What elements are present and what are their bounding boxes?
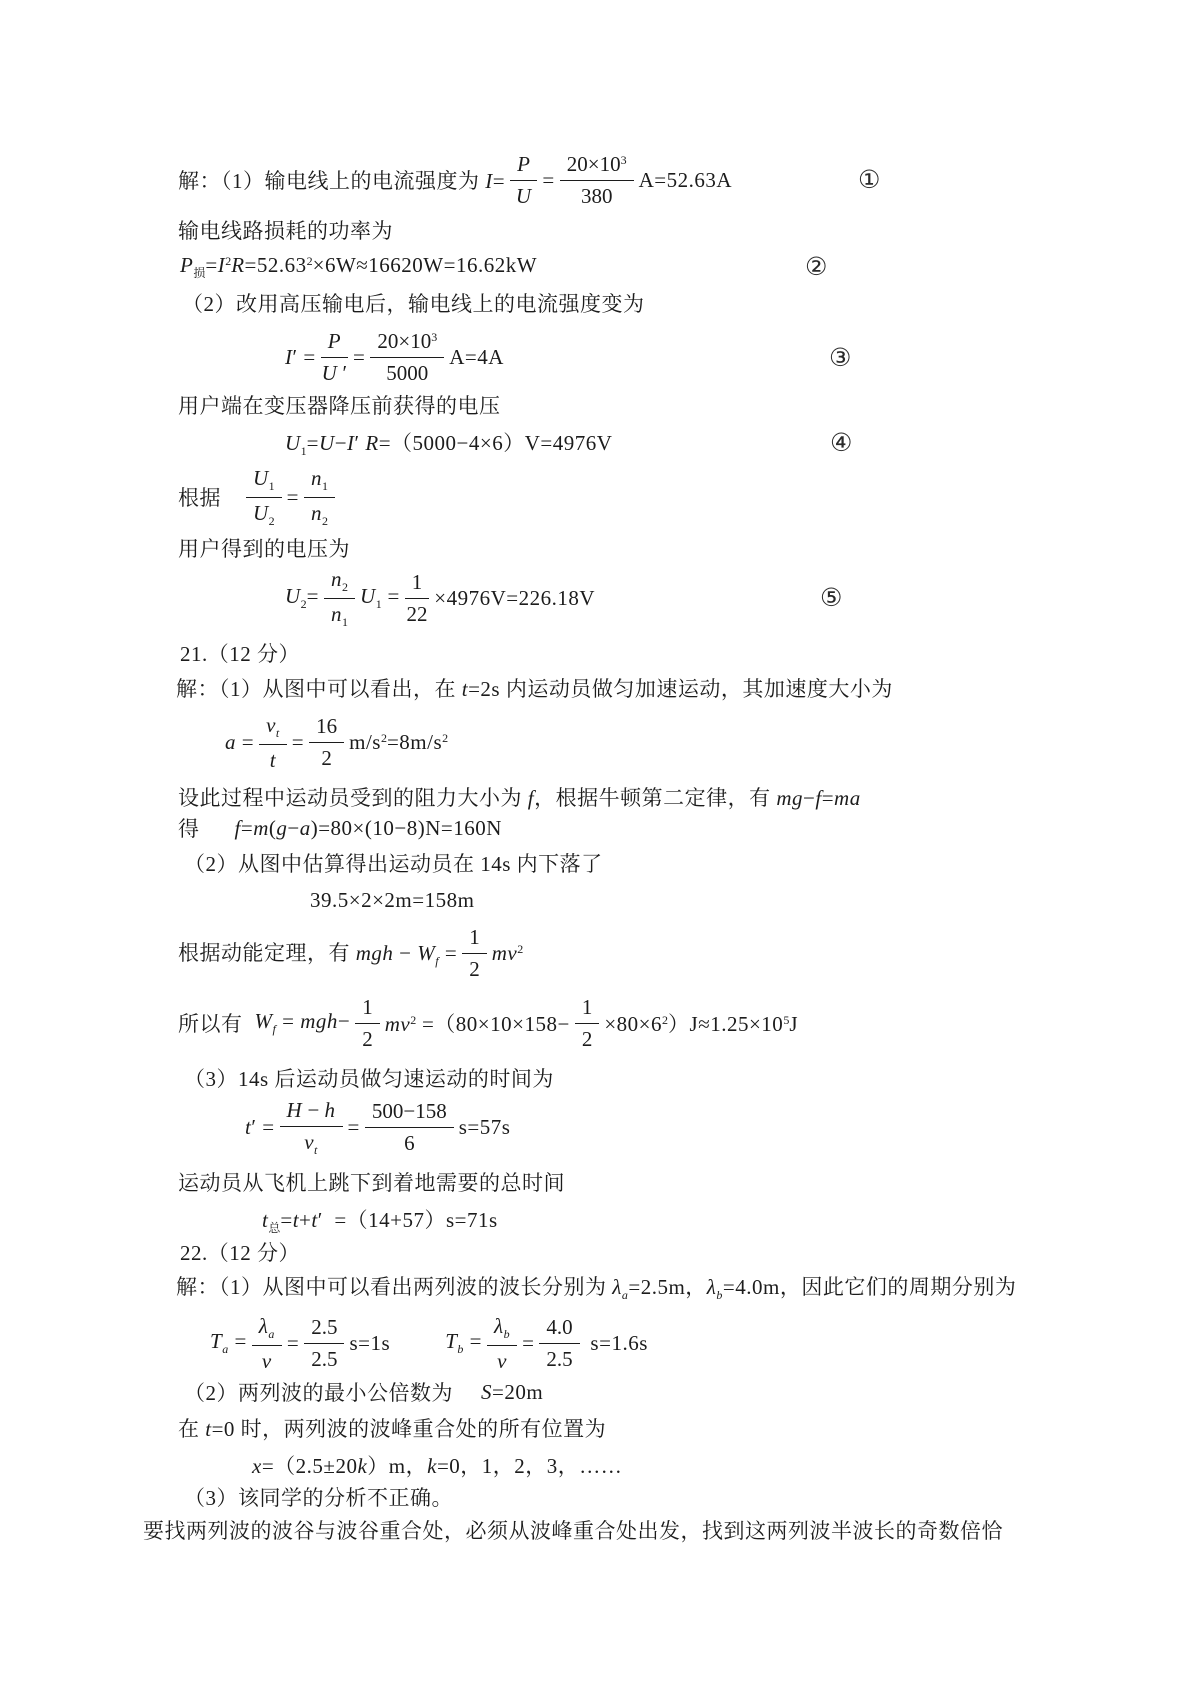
numerator	[370, 328, 444, 358]
q20-u1-formula	[285, 428, 612, 458]
q20-part1-current-formula	[178, 138, 732, 222]
fraction	[324, 566, 355, 630]
q21-total-time-label	[178, 1167, 565, 1197]
text-run: U ′	[321, 361, 348, 385]
fraction	[252, 1313, 282, 1374]
denominator	[321, 743, 332, 771]
superscript: 2	[225, 254, 232, 268]
math-variable: P	[180, 253, 194, 277]
text-run	[331, 567, 349, 594]
superscript: 2	[410, 1013, 417, 1027]
q20-user-voltage-label	[178, 390, 501, 420]
numerator	[462, 924, 487, 954]
math-variable: I	[485, 169, 493, 193]
text-run: ×4976V=226.18V	[434, 585, 596, 610]
text-run: $T_b$ =	[445, 1329, 482, 1356]
text-run: $W_f = mgh-$	[254, 1009, 351, 1036]
numerator	[309, 713, 344, 743]
math-variable: f	[527, 786, 535, 810]
math-variable: U	[253, 466, 269, 490]
text-run	[492, 941, 524, 966]
text-run: 2.5	[546, 1347, 573, 1371]
subscript: 1	[268, 479, 275, 493]
q22-heading	[180, 1237, 300, 1267]
text-run: $m/s^2=8m/s^2$	[349, 729, 449, 754]
fraction	[560, 151, 634, 209]
q22-part3-conclusion	[184, 1482, 453, 1512]
text-run: =	[286, 484, 300, 509]
math-variable: a	[225, 729, 236, 754]
subscript: a	[268, 1326, 275, 1341]
numerator	[405, 569, 430, 599]
math-variable: U	[253, 501, 269, 525]
text-run: $mv^2 =(80\times 10\times 158-$	[384, 1012, 570, 1036]
math-variable: v	[304, 1129, 315, 1154]
denominator	[270, 745, 276, 773]
fraction	[539, 1314, 579, 1372]
fraction	[309, 713, 344, 771]
numerator	[304, 465, 335, 498]
text-run: 2	[321, 746, 332, 770]
text-run: H − h	[286, 1097, 336, 1122]
text-run	[253, 466, 275, 493]
math-variable: f	[234, 815, 241, 840]
subscript: t	[314, 1142, 318, 1157]
denominator	[546, 1344, 572, 1372]
numerator	[539, 1314, 579, 1344]
denominator	[362, 1024, 373, 1052]
text-run: 2	[581, 1027, 593, 1051]
text-run: =	[542, 167, 555, 192]
spacer	[200, 828, 235, 829]
text-run: 2.5	[311, 1315, 338, 1339]
q21-total-time-result	[262, 1205, 498, 1235]
math-variable: ma	[834, 786, 861, 810]
text-run: （3）14s 后运动员做匀速运动的时间为	[184, 1067, 554, 1091]
subscript: 1	[342, 615, 349, 629]
numerator	[575, 994, 600, 1024]
math-variable: f	[815, 786, 822, 810]
text-run: s=1.6s	[584, 1330, 648, 1355]
math-variable: g	[276, 815, 288, 840]
numerator	[355, 994, 380, 1024]
text-run: 解：（1）从图中可以看出，在 t=2s 内运动员做匀加速运动，其加速度大小为	[176, 677, 893, 701]
q20-new-current-formula	[285, 315, 504, 399]
denominator	[497, 1346, 507, 1374]
superscript: 2	[442, 730, 449, 745]
spacer	[390, 1343, 445, 1344]
text-run	[331, 602, 349, 629]
superscript: 2	[306, 254, 313, 268]
text-run: 用户端在变压器降压前获得的电压	[178, 394, 501, 418]
text-run: 16	[316, 714, 338, 738]
fraction	[510, 151, 537, 209]
fraction	[405, 569, 430, 627]
q21-resistance-setup	[178, 782, 861, 812]
math-variable: P	[327, 329, 342, 353]
text-run	[311, 466, 329, 493]
subscript: 2	[300, 597, 307, 611]
math-variable: U	[360, 584, 376, 608]
math-variable: a	[299, 815, 311, 840]
subscript: 1	[300, 444, 307, 458]
math-variable: n	[331, 567, 343, 591]
q22-explanation	[143, 1515, 1003, 1545]
text-run: 1	[469, 925, 480, 949]
text-run: （2）从图中估算得出运动员在 14s 内下落了	[184, 852, 603, 876]
equation-tag-3: ③	[829, 343, 852, 372]
text-run: $20\times 10^3$	[566, 152, 627, 176]
math-variable: mg	[776, 786, 804, 810]
superscript: 2	[517, 941, 524, 956]
math-variable: mgh	[300, 1009, 338, 1033]
math-variable: U	[319, 431, 335, 455]
denominator	[581, 181, 613, 209]
math-variable: mv	[384, 1012, 411, 1036]
numerator	[365, 1098, 454, 1128]
text-run: 1	[362, 995, 373, 1019]
fraction	[575, 994, 600, 1052]
numerator	[304, 1314, 344, 1344]
subscript: f	[272, 1022, 277, 1036]
math-variable: n	[311, 466, 323, 490]
text-run: 380	[580, 184, 613, 208]
text-run: $20\times 10^3$	[377, 329, 438, 353]
math-variable: W	[417, 941, 436, 965]
math-variable: H	[286, 1097, 303, 1122]
text-run: 22.（12 分）	[180, 1241, 300, 1265]
text-run: 2	[469, 957, 480, 981]
subscript: 1	[375, 597, 382, 611]
q20-u2-formula	[285, 556, 595, 640]
subscript: a	[621, 1288, 629, 1302]
math-variable: R	[231, 253, 245, 277]
math-variable: k	[427, 1454, 437, 1478]
denominator	[407, 599, 428, 627]
fraction	[365, 1098, 454, 1156]
numerator	[280, 1097, 343, 1127]
text-run	[311, 501, 329, 528]
text-run	[258, 1313, 275, 1341]
numerator	[252, 1313, 282, 1346]
q21-uniform-time-formula	[245, 1085, 510, 1169]
q22-period-formulas	[210, 1301, 648, 1385]
text-run: 要找两列波的波谷与波谷重合处，必须从波峰重合处出发，找到这两列波半波长的奇数倍恰	[143, 1519, 1003, 1543]
text-run: 6	[404, 1131, 415, 1155]
superscript: 3	[620, 153, 627, 167]
denominator	[322, 358, 348, 386]
text-run: 解：（1）输电线上的电流强度为 I=	[178, 169, 506, 193]
text-run: $t_总=t+t' =(14+57)s=71s$	[262, 1208, 498, 1235]
text-run: $T_a$ =	[210, 1329, 247, 1356]
q21-wf-result	[178, 981, 798, 1065]
text-run: 39.5×2×2m=158m	[310, 887, 475, 912]
text-run	[493, 1313, 511, 1341]
text-run: 所以有	[178, 1012, 243, 1036]
text-run	[328, 329, 341, 353]
text-run	[497, 1349, 507, 1373]
text-run: 根据动能定理，有 mgh − $W_f$ =	[178, 941, 458, 968]
math-variable: λ	[258, 1313, 269, 1338]
subscript: 损	[193, 266, 206, 280]
math-variable: U	[285, 431, 301, 455]
numerator	[560, 151, 634, 181]
text-run	[304, 1129, 318, 1157]
q21-part1-intro	[176, 673, 893, 703]
denominator	[253, 498, 275, 529]
text-run: 得	[178, 817, 200, 841]
numerator	[259, 712, 287, 745]
math-variable: t	[262, 1208, 269, 1232]
math-variable: n	[331, 602, 343, 626]
math-variable: v	[497, 1348, 507, 1373]
math-variable: I	[285, 344, 293, 369]
math-variable: I	[347, 431, 355, 455]
q21-resistance-result	[178, 813, 502, 843]
equation-tag-2: ②	[805, 252, 828, 281]
math-variable: U	[515, 184, 532, 208]
denominator	[331, 599, 348, 630]
math-variable: U	[285, 584, 301, 608]
denominator	[304, 1127, 318, 1158]
superscript: 5	[783, 1013, 790, 1027]
denominator	[386, 358, 428, 386]
math-variable: t	[269, 747, 277, 772]
text-run: 1	[411, 570, 423, 594]
q20-part2-intro	[182, 288, 645, 318]
text-run: x=（2.5±20k）m，k=0，1，2，3，……	[252, 1454, 623, 1478]
text-run: =	[291, 729, 305, 754]
subscript: b	[503, 1326, 511, 1341]
superscript: 2	[380, 730, 387, 745]
numerator	[510, 151, 537, 181]
math-variable: h	[324, 1097, 336, 1122]
numerator	[246, 465, 282, 498]
fraction	[246, 465, 282, 529]
text-run: f=m(g−a)=80×(10−8)N=160N	[234, 815, 502, 840]
spacer	[221, 497, 241, 498]
math-variable: I	[217, 253, 226, 277]
fraction	[304, 465, 335, 529]
text-run: 500−158	[371, 1099, 447, 1123]
math-variable: t	[245, 1114, 252, 1139]
fraction	[487, 1313, 517, 1374]
numerator	[487, 1313, 517, 1346]
q21-part2-intro	[184, 848, 603, 878]
q22-crest-positions-label	[178, 1413, 606, 1443]
math-variable: v	[261, 1348, 272, 1373]
denominator	[516, 181, 532, 209]
math-variable: W	[254, 1009, 273, 1033]
equation-tag-4: ④	[830, 428, 853, 457]
q20-transformer-ratio	[178, 455, 340, 539]
math-variable: n	[311, 501, 323, 525]
math-variable: t	[205, 1417, 212, 1441]
text-run: =	[353, 344, 366, 369]
text-run	[517, 152, 530, 176]
math-variable: t	[292, 1208, 300, 1232]
superscript: 3	[431, 330, 438, 344]
denominator	[311, 1344, 337, 1372]
text-run: s=1s	[349, 1330, 391, 1355]
text-run: S=20m	[481, 1379, 544, 1404]
text-run: （2）两列波的最小公倍数为	[184, 1381, 453, 1405]
text-run: s=57s	[458, 1114, 511, 1139]
text-run: $P_损=I^2R=52.63^2\times 6W\approx 16620W=16.62kW$	[180, 253, 538, 280]
subscript: 2	[342, 580, 349, 594]
denominator	[311, 498, 328, 529]
text-run: =	[347, 1114, 360, 1139]
text-run: 2	[362, 1027, 373, 1051]
text-run	[516, 184, 532, 208]
text-run: 22	[406, 602, 428, 626]
math-variable: T	[445, 1329, 458, 1353]
subscript: 2	[268, 514, 275, 528]
q22-part1-intro	[176, 1272, 1016, 1302]
text-run: $U_1$ =	[360, 584, 400, 611]
numerator	[321, 328, 348, 358]
q21-acceleration-formula	[225, 700, 448, 784]
math-variable: m	[253, 815, 269, 840]
math-variable: λ	[706, 1275, 717, 1299]
text-run: 用户得到的电压为	[178, 537, 350, 561]
text-run: 21.（12 分）	[180, 642, 300, 666]
text-run: $\times 80\times 6^2)J\approx 1.25\times 10^5J$	[604, 1012, 798, 1036]
text-run: =	[286, 1330, 300, 1355]
text-run: （2）改用高压输电后，输电线上的电流强度变为	[182, 292, 645, 316]
fraction	[355, 994, 380, 1052]
subscript: b	[457, 1342, 464, 1356]
subscript: b	[716, 1288, 723, 1302]
text-run: 根据	[178, 486, 221, 510]
spacer	[243, 1023, 255, 1024]
denominator	[469, 954, 480, 982]
text-run: 解：（1）从图中可以看出两列波的波长分别为 $\lambda_a=2.5m$，$\lambda_b=4.0m$，因此它们的周期分别为	[176, 1275, 1017, 1302]
subscript: 1	[322, 479, 329, 493]
text-run: $U_2=$	[285, 584, 320, 611]
fraction	[259, 712, 287, 773]
text-run: 1	[581, 995, 593, 1019]
math-variable: λ	[612, 1275, 622, 1299]
q21-heading	[180, 638, 300, 668]
math-variable: P	[517, 152, 531, 176]
fraction	[370, 328, 444, 386]
denominator	[404, 1128, 415, 1156]
subscript: t	[275, 725, 280, 740]
denominator	[582, 1024, 593, 1052]
text-run: 运动员从飞机上跳下到着地需要的总时间	[178, 1171, 565, 1195]
text-run: A=52.63A	[638, 167, 733, 192]
subscript: f	[435, 954, 440, 968]
math-variable: S	[481, 1379, 492, 1404]
math-variable: t	[311, 1208, 318, 1232]
math-variable: λ	[493, 1313, 504, 1338]
equation-tag-5: ⑤	[820, 583, 843, 612]
fraction	[280, 1097, 343, 1158]
fraction	[462, 924, 487, 982]
text-run: 输电线路损耗的功率为	[178, 219, 393, 243]
text-run: =	[522, 1330, 535, 1355]
math-variable: R	[365, 431, 379, 455]
text-run: a =	[225, 729, 255, 754]
text-run	[253, 501, 275, 528]
math-variable: mv	[491, 940, 518, 965]
text-run: （3）该同学的分析不正确。	[184, 1486, 453, 1510]
text-run: 4.0	[546, 1315, 573, 1339]
text-run	[270, 748, 276, 772]
text-run	[266, 712, 280, 740]
denominator	[262, 1346, 272, 1374]
math-variable: t	[461, 677, 469, 701]
math-variable: U	[321, 361, 338, 385]
fraction	[304, 1314, 344, 1372]
math-variable: mgh	[355, 941, 394, 965]
text-run: 在 t=0 时，两列波的波峰重合处的所有位置为	[178, 1417, 607, 1441]
fraction	[321, 328, 348, 386]
text-run: t′ =	[245, 1114, 275, 1139]
equation-tag-1: ①	[858, 165, 881, 194]
math-variable: T	[210, 1329, 223, 1353]
spacer	[453, 1392, 481, 1393]
subscript: a	[222, 1342, 229, 1356]
q20-loss-power-label	[178, 215, 393, 245]
superscript: 2	[662, 1013, 669, 1027]
numerator	[324, 566, 355, 599]
text-run	[262, 1349, 272, 1373]
math-variable: x	[252, 1454, 262, 1478]
text-run: 设此过程中运动员受到的阻力大小为 f，根据牛顿第二定律，有 mg−f=ma	[178, 786, 861, 810]
q22-crest-positions	[252, 1450, 622, 1480]
text-run: A=4A	[449, 344, 504, 369]
text-run: 2.5	[311, 1347, 338, 1371]
text-run: $U_1=U-I'$ R=（5000−4×6）V=4976V	[285, 431, 613, 458]
text-run: 5000	[386, 361, 429, 385]
q20-loss-power-formula	[180, 252, 537, 282]
subscript: 总	[268, 1221, 281, 1235]
q22-part2-lcm	[184, 1377, 543, 1407]
math-variable: v	[266, 712, 276, 737]
text-run: I′ =	[285, 344, 316, 369]
math-variable: k	[357, 1454, 368, 1478]
subscript: 2	[322, 514, 329, 528]
